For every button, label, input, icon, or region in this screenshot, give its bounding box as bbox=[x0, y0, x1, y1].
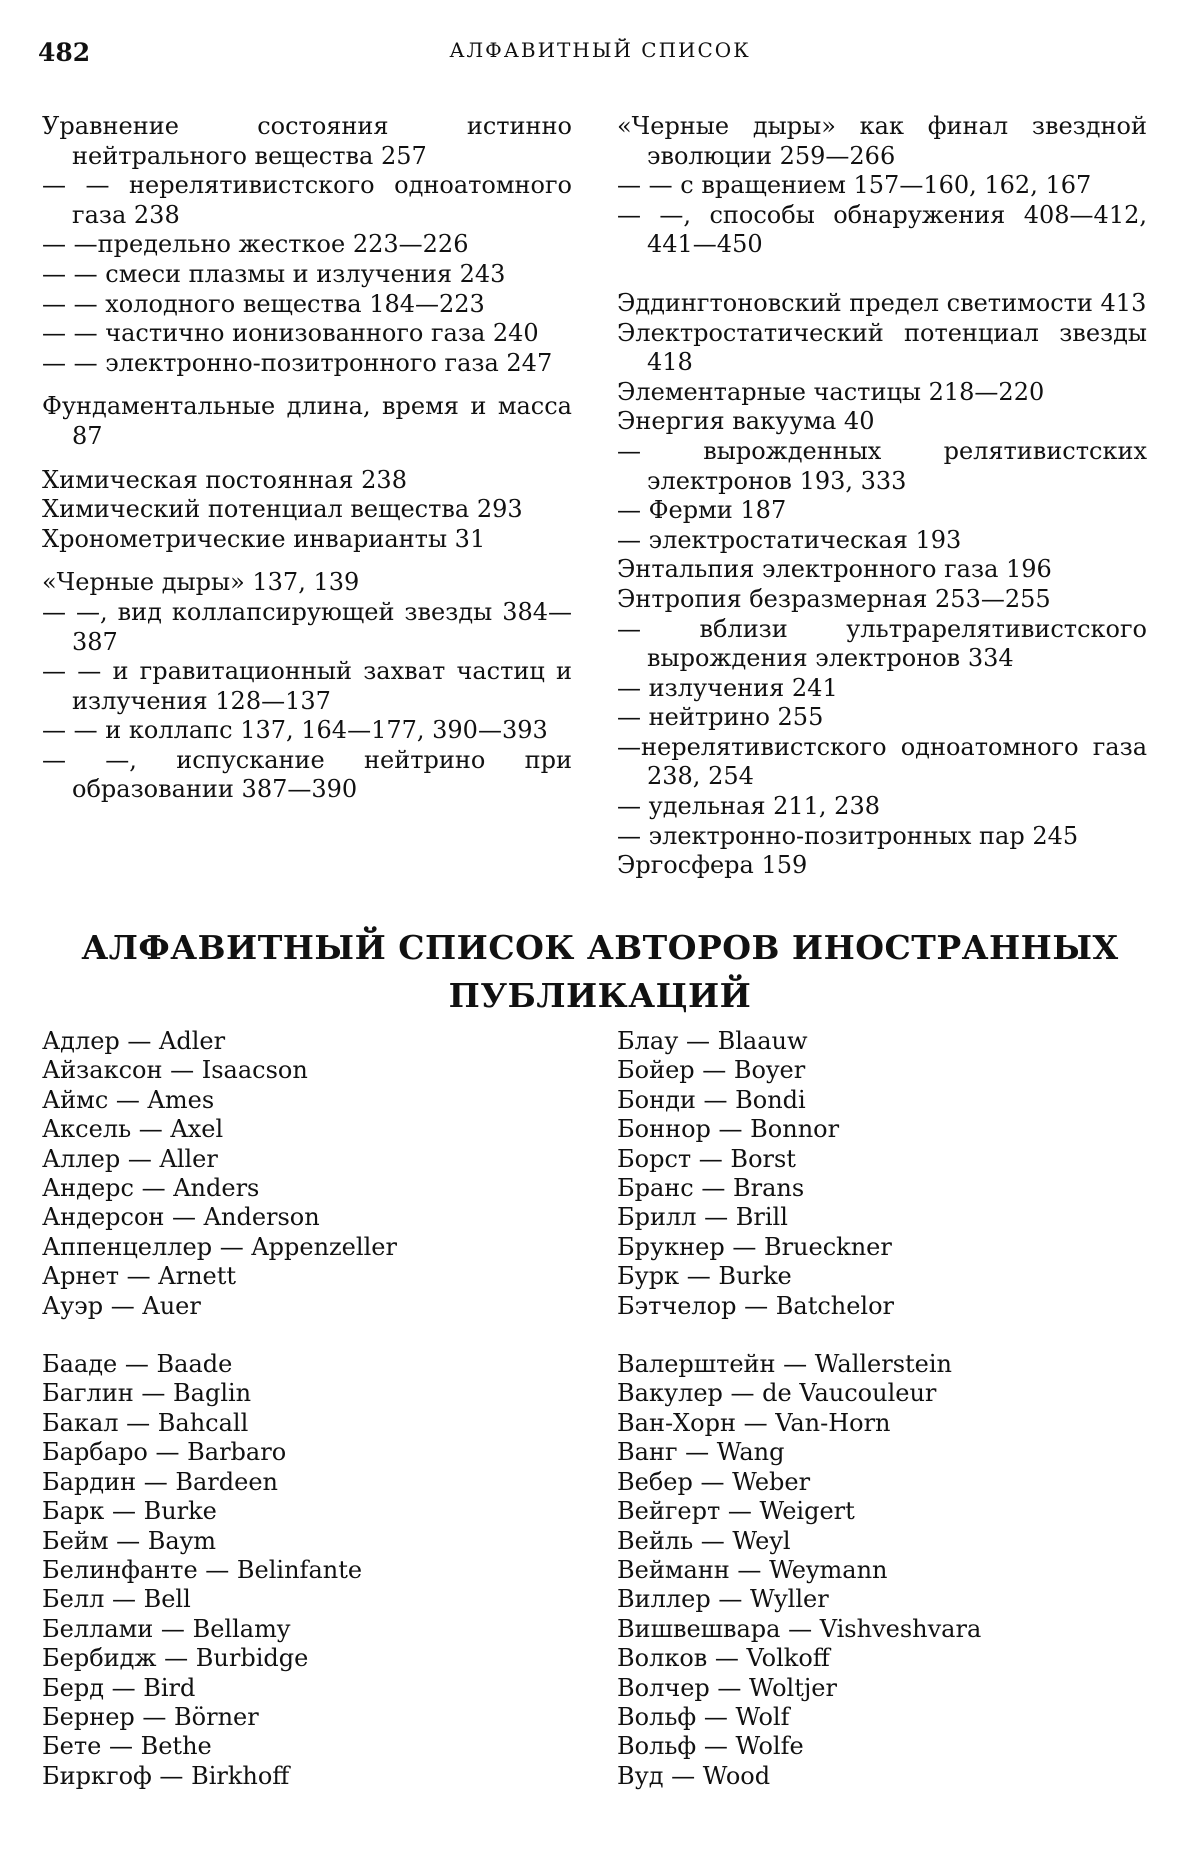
author-entry: Арнет — Arnett bbox=[42, 1262, 237, 1291]
index-entry: — — с вращением 157—160, 162, 167 bbox=[617, 171, 1092, 200]
author-entry: Андерс — Anders bbox=[42, 1174, 260, 1203]
author-entry: Аппенцеллер — Appenzeller bbox=[42, 1232, 397, 1261]
author-entry: Виллер — Wyller bbox=[617, 1585, 829, 1614]
index-entry: — — электронно-позитронного газа 247 bbox=[42, 348, 553, 377]
author-entry: Белинфанте — Belinfante bbox=[42, 1555, 363, 1584]
index-entry: Электростатический потенциал звезды 418 bbox=[617, 318, 1147, 377]
index-entry: Энтропия безразмерная 253—255 bbox=[617, 584, 1051, 613]
authors-column-left bbox=[42, 1027, 572, 1791]
index-entry: — —, вид коллапсирующей звезды 384—387 bbox=[42, 597, 572, 656]
author-entry: Айзаксон — Isaacson bbox=[42, 1056, 308, 1085]
author-entry: Бакал — Bahcall bbox=[42, 1408, 249, 1437]
author-entry: Андерсон — Anderson bbox=[42, 1203, 320, 1232]
index-entry: — — и коллапс 137, 164—177, 390—393 bbox=[42, 716, 548, 745]
author-entry: Бейм — Baym bbox=[42, 1526, 217, 1555]
author-entry: Бурк — Burke bbox=[617, 1262, 792, 1291]
author-entry: Бойер — Boyer bbox=[617, 1056, 806, 1085]
author-entry: Волчер — Woltjer bbox=[617, 1673, 837, 1702]
author-entry: Аймс — Ames bbox=[42, 1085, 215, 1114]
author-entry: Адлер — Adler bbox=[42, 1027, 226, 1055]
index-entry: — вырожденных релятивистских электронов 193, 333 bbox=[617, 436, 1147, 495]
author-entry: Вебер — Weber bbox=[617, 1467, 811, 1496]
index-entry: Эддингтоновский предел светимости 413 bbox=[617, 288, 1147, 317]
author-entry: Бардин — Bardeen bbox=[42, 1467, 278, 1496]
author-entry: Вишвешвара — Vishveshvara bbox=[617, 1614, 982, 1643]
author-entry: Вейманн — Weymann bbox=[617, 1555, 888, 1584]
author-entry: Валерштейн — Wallerstein bbox=[617, 1350, 953, 1379]
author-entry: Ван-Хорн — Van-Horn bbox=[617, 1408, 891, 1437]
index-entry: — Ферми 187 bbox=[617, 496, 787, 525]
author-entry: Бэтчелор — Batchelor bbox=[617, 1291, 895, 1320]
index-column-left bbox=[42, 112, 572, 805]
index-entry: Энтальпия электронного газа 196 bbox=[617, 555, 1052, 584]
index-column-right bbox=[617, 112, 1147, 881]
author-entry: Бете — Bethe bbox=[42, 1732, 212, 1761]
index-entry: Химический потенциал вещества 293 bbox=[42, 495, 523, 524]
author-entry: Борст — Borst bbox=[617, 1144, 796, 1173]
author-entry: Вольф — Wolf bbox=[617, 1702, 790, 1731]
index-entry: Элементарные частицы 218—220 bbox=[617, 377, 1045, 406]
index-entry: Хронометрические инварианты 31 bbox=[42, 524, 486, 553]
index-entry: — — частично ионизованного газа 240 bbox=[42, 319, 539, 348]
author-entry: Ауэр — Auer bbox=[42, 1291, 201, 1320]
index-entry: — —предельно жесткое 223—226 bbox=[42, 230, 469, 259]
index-entry: — — холодного вещества 184—223 bbox=[42, 289, 485, 318]
author-entry: Блау — Blaauw bbox=[617, 1027, 808, 1055]
author-entry: Аллер — Aller bbox=[42, 1144, 218, 1173]
index-entry: Химическая постоянная 238 bbox=[42, 465, 407, 494]
authors-column-right bbox=[617, 1027, 1147, 1791]
author-entry: Ванг — Wang bbox=[617, 1438, 785, 1467]
author-entry: Вольф — Wolfe bbox=[617, 1732, 804, 1761]
section-title: АЛФАВИТНЫЙ СПИСОК АВТОРОВ ИНОСТРАННЫХ ПУБЛИКАЦИЙ bbox=[81, 928, 1119, 1015]
running-head bbox=[38, 38, 1162, 72]
author-entry: Вуд — Wood bbox=[617, 1761, 771, 1790]
index-entry: — — нерелятивистского одноатомного газа 238 bbox=[42, 171, 572, 229]
author-entry: Вейль — Weyl bbox=[617, 1526, 791, 1555]
index-entry: — электростатическая 193 bbox=[617, 525, 962, 554]
author-entry: Берд — Bird bbox=[42, 1673, 196, 1702]
author-entry: Белл — Bell bbox=[42, 1585, 191, 1614]
author-entry: Бааде — Baade bbox=[42, 1350, 233, 1379]
index-entry: — нейтрино 255 bbox=[617, 703, 824, 732]
index-entry: — вблизи ультрарелятивистского вырождения электронов 334 bbox=[617, 614, 1147, 673]
author-entry: Волков — Volkoff bbox=[617, 1644, 830, 1673]
author-entry: Бонди — Bondi bbox=[617, 1085, 806, 1114]
index-entry: Энергия вакуума 40 bbox=[617, 407, 875, 436]
author-entry: Бербидж — Burbidge bbox=[42, 1644, 309, 1673]
author-entry: Бранс — Brans bbox=[617, 1174, 805, 1203]
author-entry: Брилл — Brill bbox=[617, 1203, 788, 1232]
index-entry: — — смеси плазмы и излучения 243 bbox=[42, 259, 506, 288]
author-entry: Вакулер — de Vaucouleur bbox=[617, 1379, 937, 1408]
index-entry: — удельная 211, 238 bbox=[617, 792, 880, 821]
author-entry: Баглин — Baglin bbox=[42, 1379, 252, 1408]
index-entry: Фундаментальные длина, время и масса 87 bbox=[42, 392, 572, 450]
index-entry: Уравнение состояния истинно нейтрального вещества 257 bbox=[42, 112, 572, 170]
author-entry: Брукнер — Brueckner bbox=[617, 1232, 892, 1261]
author-entry: Барбаро — Barbaro bbox=[42, 1438, 287, 1467]
author-entry: Беллами — Bellamy bbox=[42, 1614, 291, 1643]
author-entry: Аксель — Axel bbox=[42, 1115, 224, 1144]
index-entry: — —, испускание нейтрино при образовании 387—390 bbox=[42, 745, 572, 804]
running-head-title: АЛФАВИТНЫЙ СПИСОК bbox=[449, 38, 751, 62]
author-entry: Вейгерт — Weigert bbox=[617, 1497, 855, 1526]
index-entry: — излучения 241 bbox=[617, 673, 838, 702]
index-entry: — электронно-позитронных пар 245 bbox=[617, 821, 1079, 850]
index-entry: «Черные дыры» 137, 139 bbox=[42, 568, 360, 597]
index-entry: «Черные дыры» как финал звездной эволюции 259—266 bbox=[617, 112, 1147, 170]
author-entry: Барк — Burke bbox=[42, 1497, 217, 1526]
index-entry: — —, способы обнаружения 408—412, 441—450 bbox=[617, 200, 1147, 259]
author-entry: Бернер — Börner bbox=[42, 1702, 259, 1731]
author-entry: Биркгоф — Birkhoff bbox=[42, 1761, 290, 1790]
index-entry: —нерелятивистского одноатомного газа 238, 254 bbox=[617, 732, 1147, 791]
index-entry: Эргосфера 159 bbox=[617, 851, 808, 880]
page-number: 482 bbox=[38, 38, 91, 67]
author-entry: Боннор — Bonnor bbox=[617, 1115, 840, 1144]
index-entry: — — и гравитационный захват частиц и излучения 128—137 bbox=[42, 657, 572, 715]
